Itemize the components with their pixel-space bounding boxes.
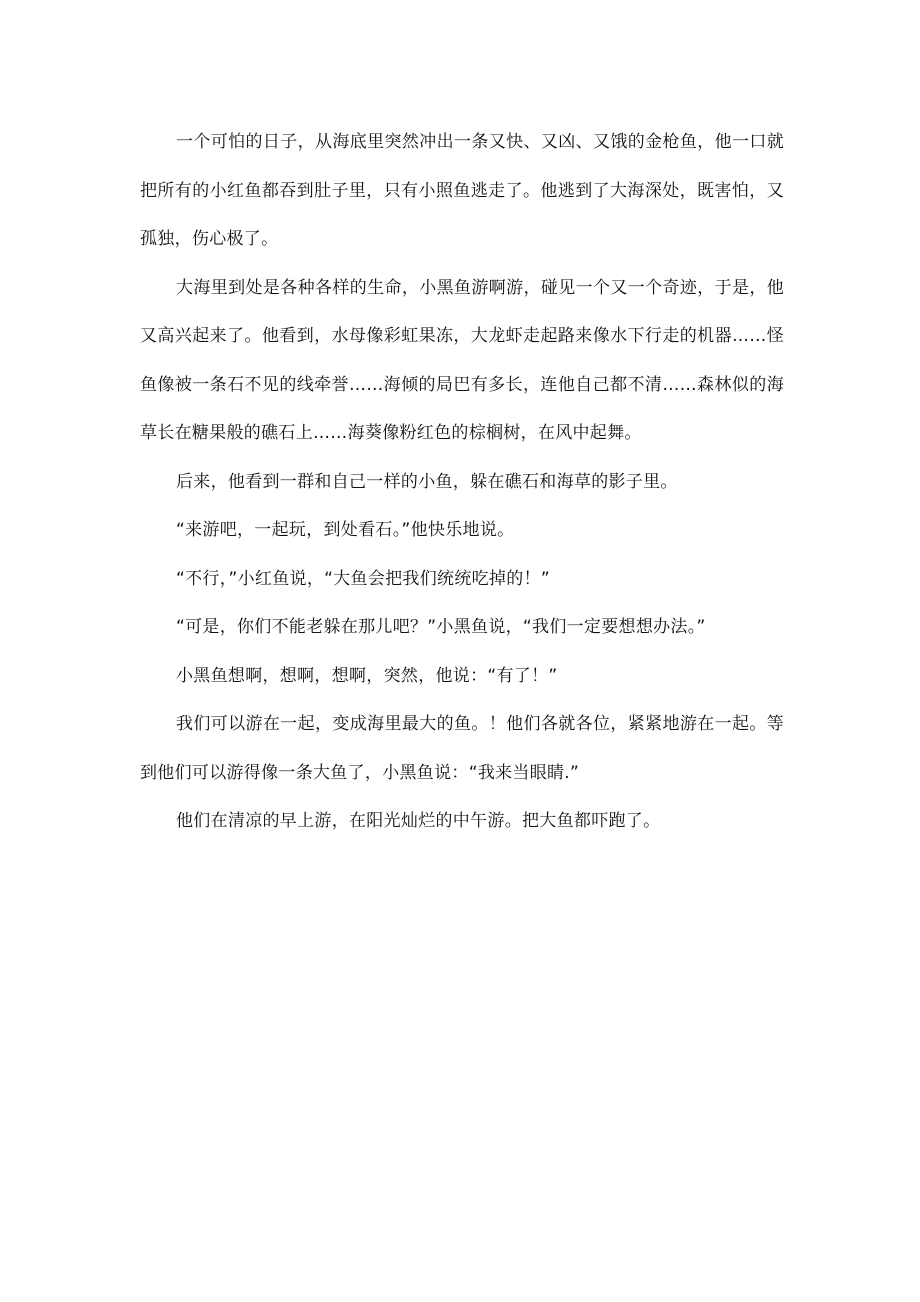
paragraph-8: 我们可以游在一起，变成海里最大的鱼。！他们各就各位，紧紧地游在一起。等到他们可以游得像一条大鱼了，小黑鱼说：“我来当眼睛.” bbox=[140, 714, 784, 783]
paragraph-9: 他们在清凉的早上游，在阳光灿烂的中午游。把大鱼都吓跑了。 bbox=[176, 811, 661, 831]
paragraph-2: 大海里到处是各种各样的生命，小黑鱼游啊游，碰见一个又一个奇迹，于是，他又高兴起来了。他看到，水母像彩虹果冻，大龙虾走起路来像水下行走的机器……怪鱼像被一条石不见的线牵誉……海倾的局巴有多长，连他自己都不清……森林似的海草长在糖果般的礁石上……海葵像粉红色的棕榈树，在风中起舞。 bbox=[140, 277, 784, 443]
paragraph-7: 小黑鱼想啊，想啊，想啊，突然，他说：“有了！” bbox=[176, 665, 558, 686]
paragraph-6: “可是，你们不能老躲在那儿吧？”小黑鱼说，“我们一定要想想办法。” bbox=[176, 617, 706, 637]
paragraph-4: “来游吧，一起玩，到处看石。”他快乐地说。 bbox=[176, 520, 515, 540]
paragraph-3: 后来，他看到一群和自己一样的小鱼，躲在礁石和海草的影子里。 bbox=[176, 471, 678, 492]
paragraph-1: 一个可怕的日子，从海底里突然冲出一条又快、又凶、又饿的金枪鱼，他一口就把所有的小红鱼都吞到肚子里，只有小照鱼逃走了。他逃到了大海深处，既害怕，又孤独，伤心极了。 bbox=[140, 132, 784, 249]
story-text bbox=[140, 118, 784, 846]
paragraph-5: “不行，”小红鱼说，“大鱼会把我们统统吃掉的！” bbox=[176, 568, 550, 589]
